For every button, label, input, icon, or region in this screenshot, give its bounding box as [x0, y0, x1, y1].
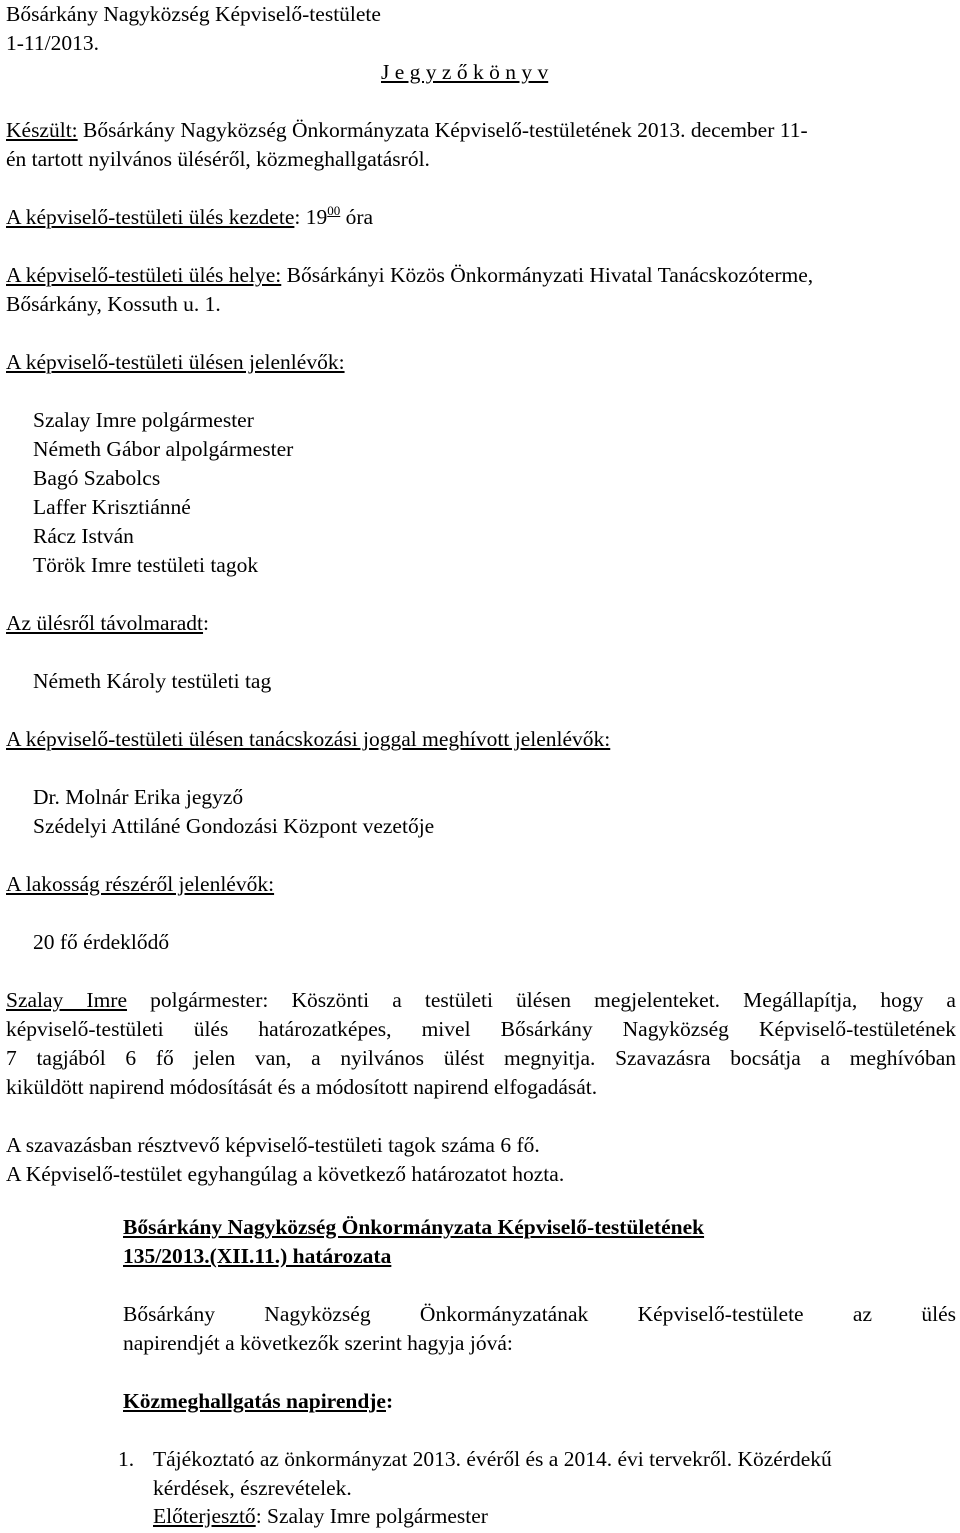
opening-line-1-rest: polgármester: Köszönti a testületi ülésen megjelenteket. Megállapítja, hogy a: [127, 988, 956, 1012]
absent-label: Az ülésről távolmaradt: [6, 611, 204, 635]
present-member: Rácz István: [33, 524, 134, 548]
vote-line-2: A Képviselő-testület egyhangúlag a következő határozatot hozta.: [6, 1162, 565, 1186]
agenda-item-text-2: kérdések, észrevételek.: [153, 1476, 352, 1500]
agenda-item-number: 1.: [118, 1447, 135, 1471]
made-text-1: Bősárkány Nagyközség Önkormányzata Képviselő-testületének 2013. december 11-: [77, 118, 808, 142]
opening-line-3: 7 tagjából 6 fő jelen van, a nyilvános ülést megnyitja. Szavazásra bocsátja a meghívóban: [6, 1046, 956, 1070]
present-member: Laffer Krisztiánné: [33, 495, 191, 519]
invited-member: Szédelyi Attiláné Gondozási Központ vezetője: [33, 814, 435, 838]
opening-paragraph: [6, 986, 956, 1073]
present-label: A képviselő-testületi ülésen jelenlévők:: [6, 350, 345, 374]
present-member: Török Imre testületi tagok: [33, 553, 259, 577]
start-colon: :: [294, 205, 306, 229]
start-label: A képviselő-testületi ülés kezdete: [6, 205, 295, 229]
presenter-label: Előterjesztő: [153, 1504, 256, 1528]
agenda-item-text-1: Tájékoztató az önkormányzat 2013. évéről és a 2014. évi tervekről. Közérdekű: [153, 1447, 832, 1471]
place-label: A képviselő-testületi ülés helye:: [6, 263, 282, 287]
document-number: 1-11/2013.: [6, 31, 99, 55]
resolution-body-2: napirendjét a következők szerint hagyja jóvá:: [123, 1331, 513, 1355]
start-time-line: [6, 203, 373, 234]
place-line-1: [6, 261, 813, 290]
place-text-1: Bősárkányi Közös Önkormányzati Hivatal Tanácskozóterme,: [281, 263, 814, 287]
made-line-1: [6, 116, 808, 145]
opening-line-1: [6, 986, 956, 1015]
absent-heading: [6, 609, 209, 638]
resolution-body: [123, 1300, 956, 1329]
invited-member: Dr. Molnár Erika jegyző: [33, 785, 244, 809]
opening-speaker: Szalay Imre: [6, 988, 128, 1012]
document-title: J e g y z ő k ö n y v: [381, 60, 549, 84]
agenda-item-presenter: [153, 1502, 488, 1531]
absent-colon: :: [203, 611, 210, 635]
agenda-heading: [123, 1387, 393, 1416]
public-count: 20 fő érdeklődő: [33, 930, 170, 954]
start-unit: óra: [340, 205, 374, 229]
public-label: A lakosság részéről jelenlévők:: [6, 872, 275, 896]
opening-line-4: kiküldött napirend módosítását és a módosított napirend elfogadását.: [6, 1075, 598, 1099]
presenter-name: : Szalay Imre polgármester: [255, 1504, 488, 1528]
present-member: Németh Gábor alpolgármester: [33, 437, 294, 461]
present-member: Szalay Imre polgármester: [33, 408, 254, 432]
present-member: Bagó Szabolcs: [33, 466, 161, 490]
made-line-2: én tartott nyilvános üléséről, közmeghallgatásról.: [6, 147, 430, 171]
start-hour: 19: [305, 205, 328, 229]
resolution-body-1: Bősárkány Nagyközség Önkormányzatának Képviselő-testülete az ülés: [123, 1302, 956, 1326]
place-line-2: Bősárkány, Kossuth u. 1.: [6, 292, 221, 316]
made-label: Készült:: [6, 118, 78, 142]
agenda-title: Közmeghallgatás napirendje: [123, 1389, 386, 1413]
absent-member: Németh Károly testületi tag: [33, 669, 272, 693]
organization-name: Bősárkány Nagyközség Képviselő-testülete: [6, 2, 381, 26]
opening-line-2: képviselő-testületi ülés határozatképes, mivel Bősárkány Nagyközség Képviselő-testületének: [6, 1017, 956, 1041]
vote-line-1: A szavazásban résztvevő képviselő-testületi tagok száma 6 fő.: [6, 1133, 540, 1157]
start-minutes: 00: [327, 203, 341, 218]
agenda-title-colon: :: [385, 1389, 394, 1413]
invited-label: A képviselő-testületi ülésen tanácskozási joggal meghívott jelenlévők:: [6, 727, 611, 751]
resolution-title-2: 135/2013.(XII.11.) határozata: [123, 1244, 392, 1268]
resolution-title-1: Bősárkány Nagyközség Önkormányzata Képviselő-testületének: [123, 1215, 705, 1239]
